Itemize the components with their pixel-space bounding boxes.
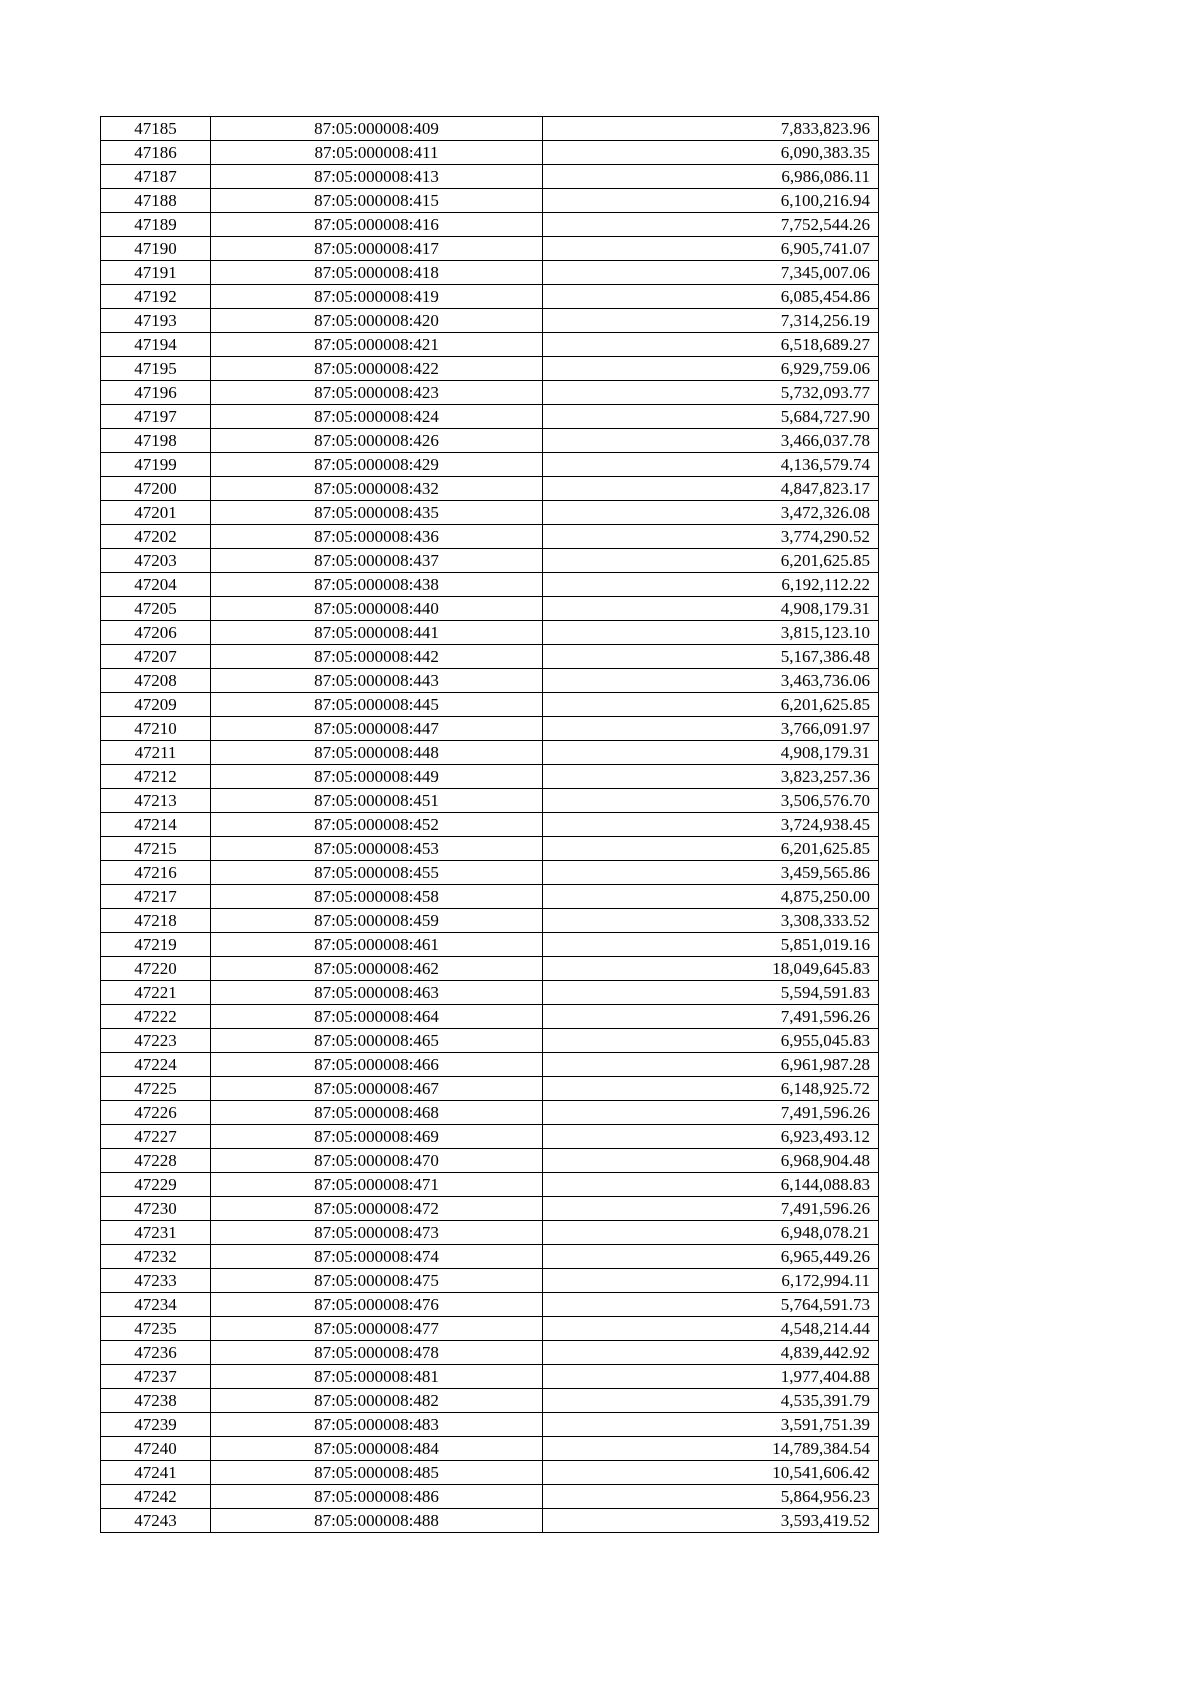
table-row [101, 669, 879, 693]
cadastral-value-cell: 5,764,591.73 [543, 1293, 879, 1317]
table-row [101, 981, 879, 1005]
cadastral-number-cell: 87:05:000008:420 [211, 309, 543, 333]
cadastral-value-cell: 4,136,579.74 [543, 453, 879, 477]
table-row [101, 573, 879, 597]
row-number-cell: 47229 [101, 1173, 211, 1197]
cadastral-number-cell: 87:05:000008:413 [211, 165, 543, 189]
row-number-cell: 47240 [101, 1437, 211, 1461]
cadastral-number-cell: 87:05:000008:481 [211, 1365, 543, 1389]
table-row [101, 453, 879, 477]
table-row [101, 1269, 879, 1293]
cadastral-value-cell: 5,684,727.90 [543, 405, 879, 429]
table-row [101, 741, 879, 765]
cadastral-value-cell: 1,977,404.88 [543, 1365, 879, 1389]
cadastral-number-cell: 87:05:000008:452 [211, 813, 543, 837]
row-number-cell: 47220 [101, 957, 211, 981]
cadastral-number-cell: 87:05:000008:473 [211, 1221, 543, 1245]
cadastral-value-cell: 6,090,383.35 [543, 141, 879, 165]
table-row [101, 645, 879, 669]
table-row [101, 381, 879, 405]
cadastral-number-cell: 87:05:000008:468 [211, 1101, 543, 1125]
table-row [101, 957, 879, 981]
cadastral-number-cell: 87:05:000008:436 [211, 525, 543, 549]
row-number-cell: 47185 [101, 117, 211, 141]
cadastral-value-cell: 6,100,216.94 [543, 189, 879, 213]
cadastral-number-cell: 87:05:000008:411 [211, 141, 543, 165]
row-number-cell: 47206 [101, 621, 211, 645]
row-number-cell: 47189 [101, 213, 211, 237]
cadastral-value-cell: 6,148,925.72 [543, 1077, 879, 1101]
table-row [101, 1245, 879, 1269]
row-number-cell: 47188 [101, 189, 211, 213]
cadastral-value-cell: 6,192,112.22 [543, 573, 879, 597]
row-number-cell: 47224 [101, 1053, 211, 1077]
table-row [101, 1077, 879, 1101]
table-row [101, 861, 879, 885]
row-number-cell: 47198 [101, 429, 211, 453]
cadastral-number-cell: 87:05:000008:472 [211, 1197, 543, 1221]
table-row [101, 1365, 879, 1389]
cadastral-value-cell: 7,491,596.26 [543, 1197, 879, 1221]
row-number-cell: 47236 [101, 1341, 211, 1365]
cadastral-value-cell: 7,752,544.26 [543, 213, 879, 237]
table-row [101, 1341, 879, 1365]
cadastral-value-cell: 6,144,088.83 [543, 1173, 879, 1197]
cadastral-value-cell: 4,847,823.17 [543, 477, 879, 501]
cadastral-value-cell: 5,732,093.77 [543, 381, 879, 405]
cadastral-value-cell: 14,789,384.54 [543, 1437, 879, 1461]
row-number-cell: 47242 [101, 1485, 211, 1509]
table-row [101, 1437, 879, 1461]
cadastral-number-cell: 87:05:000008:426 [211, 429, 543, 453]
cadastral-value-cell: 7,491,596.26 [543, 1101, 879, 1125]
cadastral-number-cell: 87:05:000008:459 [211, 909, 543, 933]
cadastral-number-cell: 87:05:000008:471 [211, 1173, 543, 1197]
row-number-cell: 47234 [101, 1293, 211, 1317]
row-number-cell: 47208 [101, 669, 211, 693]
table-row [101, 429, 879, 453]
table-row [101, 909, 879, 933]
cadastral-number-cell: 87:05:000008:467 [211, 1077, 543, 1101]
cadastral-value-cell: 6,905,741.07 [543, 237, 879, 261]
row-number-cell: 47243 [101, 1509, 211, 1533]
cadastral-number-cell: 87:05:000008:445 [211, 693, 543, 717]
cadastral-number-cell: 87:05:000008:475 [211, 1269, 543, 1293]
cadastral-number-cell: 87:05:000008:469 [211, 1125, 543, 1149]
row-number-cell: 47214 [101, 813, 211, 837]
cadastral-value-cell: 10,541,606.42 [543, 1461, 879, 1485]
cadastral-number-cell: 87:05:000008:465 [211, 1029, 543, 1053]
table-row [101, 597, 879, 621]
table-row [101, 1029, 879, 1053]
table-row [101, 333, 879, 357]
table-row [101, 1389, 879, 1413]
table-row [101, 717, 879, 741]
cadastral-number-cell: 87:05:000008:417 [211, 237, 543, 261]
row-number-cell: 47221 [101, 981, 211, 1005]
row-number-cell: 47230 [101, 1197, 211, 1221]
cadastral-number-cell: 87:05:000008:416 [211, 213, 543, 237]
row-number-cell: 47226 [101, 1101, 211, 1125]
cadastral-number-cell: 87:05:000008:464 [211, 1005, 543, 1029]
table-row [101, 1461, 879, 1485]
row-number-cell: 47204 [101, 573, 211, 597]
cadastral-number-cell: 87:05:000008:440 [211, 597, 543, 621]
cadastral-value-cell: 5,864,956.23 [543, 1485, 879, 1509]
cadastral-value-cell: 6,986,086.11 [543, 165, 879, 189]
cadastral-value-table [100, 116, 879, 1533]
row-number-cell: 47219 [101, 933, 211, 957]
table-row [101, 261, 879, 285]
cadastral-number-cell: 87:05:000008:415 [211, 189, 543, 213]
row-number-cell: 47213 [101, 789, 211, 813]
cadastral-value-cell: 5,167,386.48 [543, 645, 879, 669]
table-row [101, 357, 879, 381]
cadastral-value-table-container [100, 116, 879, 1533]
cadastral-value-cell: 6,201,625.85 [543, 549, 879, 573]
cadastral-number-cell: 87:05:000008:485 [211, 1461, 543, 1485]
table-row [101, 549, 879, 573]
cadastral-number-cell: 87:05:000008:449 [211, 765, 543, 789]
cadastral-value-cell: 3,591,751.39 [543, 1413, 879, 1437]
cadastral-number-cell: 87:05:000008:422 [211, 357, 543, 381]
table-row [101, 525, 879, 549]
cadastral-value-cell: 3,815,123.10 [543, 621, 879, 645]
row-number-cell: 47237 [101, 1365, 211, 1389]
cadastral-number-cell: 87:05:000008:421 [211, 333, 543, 357]
row-number-cell: 47192 [101, 285, 211, 309]
row-number-cell: 47232 [101, 1245, 211, 1269]
cadastral-number-cell: 87:05:000008:418 [211, 261, 543, 285]
cadastral-number-cell: 87:05:000008:476 [211, 1293, 543, 1317]
row-number-cell: 47233 [101, 1269, 211, 1293]
table-row [101, 1317, 879, 1341]
table-row [101, 189, 879, 213]
row-number-cell: 47209 [101, 693, 211, 717]
row-number-cell: 47227 [101, 1125, 211, 1149]
row-number-cell: 47212 [101, 765, 211, 789]
cadastral-number-cell: 87:05:000008:409 [211, 117, 543, 141]
cadastral-value-cell: 6,955,045.83 [543, 1029, 879, 1053]
row-number-cell: 47199 [101, 453, 211, 477]
table-row [101, 1413, 879, 1437]
row-number-cell: 47239 [101, 1413, 211, 1437]
table-row [101, 1149, 879, 1173]
cadastral-value-cell: 7,345,007.06 [543, 261, 879, 285]
table-row [101, 213, 879, 237]
row-number-cell: 47222 [101, 1005, 211, 1029]
cadastral-number-cell: 87:05:000008:447 [211, 717, 543, 741]
row-number-cell: 47203 [101, 549, 211, 573]
row-number-cell: 47217 [101, 885, 211, 909]
table-row [101, 141, 879, 165]
row-number-cell: 47207 [101, 645, 211, 669]
row-number-cell: 47196 [101, 381, 211, 405]
table-row [101, 1485, 879, 1509]
row-number-cell: 47218 [101, 909, 211, 933]
cadastral-value-cell: 3,463,736.06 [543, 669, 879, 693]
cadastral-value-cell: 3,766,091.97 [543, 717, 879, 741]
table-body [101, 117, 879, 1533]
cadastral-value-cell: 6,201,625.85 [543, 693, 879, 717]
cadastral-number-cell: 87:05:000008:448 [211, 741, 543, 765]
table-row [101, 621, 879, 645]
cadastral-number-cell: 87:05:000008:443 [211, 669, 543, 693]
table-row [101, 1101, 879, 1125]
table-row [101, 765, 879, 789]
row-number-cell: 47215 [101, 837, 211, 861]
cadastral-value-cell: 7,833,823.96 [543, 117, 879, 141]
cadastral-value-cell: 4,908,179.31 [543, 597, 879, 621]
cadastral-number-cell: 87:05:000008:488 [211, 1509, 543, 1533]
cadastral-value-cell: 4,839,442.92 [543, 1341, 879, 1365]
row-number-cell: 47201 [101, 501, 211, 525]
row-number-cell: 47238 [101, 1389, 211, 1413]
row-number-cell: 47211 [101, 741, 211, 765]
cadastral-value-cell: 5,594,591.83 [543, 981, 879, 1005]
table-row [101, 1221, 879, 1245]
cadastral-value-cell: 4,548,214.44 [543, 1317, 879, 1341]
cadastral-value-cell: 6,923,493.12 [543, 1125, 879, 1149]
table-row [101, 1005, 879, 1029]
cadastral-number-cell: 87:05:000008:451 [211, 789, 543, 813]
table-row [101, 165, 879, 189]
cadastral-value-cell: 6,965,449.26 [543, 1245, 879, 1269]
cadastral-value-cell: 6,172,994.11 [543, 1269, 879, 1293]
row-number-cell: 47194 [101, 333, 211, 357]
table-row [101, 837, 879, 861]
table-row [101, 501, 879, 525]
row-number-cell: 47190 [101, 237, 211, 261]
table-row [101, 237, 879, 261]
row-number-cell: 47202 [101, 525, 211, 549]
cadastral-number-cell: 87:05:000008:435 [211, 501, 543, 525]
cadastral-number-cell: 87:05:000008:478 [211, 1341, 543, 1365]
cadastral-value-cell: 7,491,596.26 [543, 1005, 879, 1029]
cadastral-value-cell: 5,851,019.16 [543, 933, 879, 957]
table-row [101, 1293, 879, 1317]
cadastral-number-cell: 87:05:000008:477 [211, 1317, 543, 1341]
table-row [101, 285, 879, 309]
row-number-cell: 47187 [101, 165, 211, 189]
cadastral-value-cell: 3,774,290.52 [543, 525, 879, 549]
cadastral-number-cell: 87:05:000008:453 [211, 837, 543, 861]
cadastral-number-cell: 87:05:000008:429 [211, 453, 543, 477]
cadastral-number-cell: 87:05:000008:482 [211, 1389, 543, 1413]
row-number-cell: 47231 [101, 1221, 211, 1245]
cadastral-number-cell: 87:05:000008:437 [211, 549, 543, 573]
cadastral-value-cell: 3,459,565.86 [543, 861, 879, 885]
cadastral-number-cell: 87:05:000008:474 [211, 1245, 543, 1269]
cadastral-value-cell: 3,823,257.36 [543, 765, 879, 789]
row-number-cell: 47241 [101, 1461, 211, 1485]
row-number-cell: 47200 [101, 477, 211, 501]
table-row [101, 813, 879, 837]
row-number-cell: 47223 [101, 1029, 211, 1053]
table-row [101, 477, 879, 501]
cadastral-value-cell: 18,049,645.83 [543, 957, 879, 981]
table-row [101, 885, 879, 909]
cadastral-number-cell: 87:05:000008:455 [211, 861, 543, 885]
table-row [101, 117, 879, 141]
row-number-cell: 47191 [101, 261, 211, 285]
cadastral-value-cell: 7,314,256.19 [543, 309, 879, 333]
cadastral-value-cell: 4,908,179.31 [543, 741, 879, 765]
cadastral-number-cell: 87:05:000008:484 [211, 1437, 543, 1461]
cadastral-number-cell: 87:05:000008:483 [211, 1413, 543, 1437]
cadastral-number-cell: 87:05:000008:461 [211, 933, 543, 957]
row-number-cell: 47210 [101, 717, 211, 741]
cadastral-value-cell: 6,085,454.86 [543, 285, 879, 309]
cadastral-number-cell: 87:05:000008:462 [211, 957, 543, 981]
row-number-cell: 47205 [101, 597, 211, 621]
table-row [101, 1125, 879, 1149]
cadastral-value-cell: 3,506,576.70 [543, 789, 879, 813]
cadastral-number-cell: 87:05:000008:463 [211, 981, 543, 1005]
cadastral-number-cell: 87:05:000008:441 [211, 621, 543, 645]
row-number-cell: 47197 [101, 405, 211, 429]
cadastral-value-cell: 6,968,904.48 [543, 1149, 879, 1173]
row-number-cell: 47235 [101, 1317, 211, 1341]
table-row [101, 933, 879, 957]
cadastral-value-cell: 6,961,987.28 [543, 1053, 879, 1077]
cadastral-number-cell: 87:05:000008:466 [211, 1053, 543, 1077]
cadastral-number-cell: 87:05:000008:438 [211, 573, 543, 597]
row-number-cell: 47193 [101, 309, 211, 333]
table-row [101, 309, 879, 333]
cadastral-value-cell: 6,518,689.27 [543, 333, 879, 357]
table-row [101, 693, 879, 717]
cadastral-number-cell: 87:05:000008:419 [211, 285, 543, 309]
row-number-cell: 47225 [101, 1077, 211, 1101]
cadastral-value-cell: 4,875,250.00 [543, 885, 879, 909]
cadastral-value-cell: 4,535,391.79 [543, 1389, 879, 1413]
cadastral-value-cell: 3,472,326.08 [543, 501, 879, 525]
cadastral-number-cell: 87:05:000008:442 [211, 645, 543, 669]
table-row [101, 789, 879, 813]
cadastral-number-cell: 87:05:000008:486 [211, 1485, 543, 1509]
row-number-cell: 47228 [101, 1149, 211, 1173]
cadastral-number-cell: 87:05:000008:423 [211, 381, 543, 405]
row-number-cell: 47195 [101, 357, 211, 381]
cadastral-value-cell: 3,308,333.52 [543, 909, 879, 933]
table-row [101, 405, 879, 429]
table-row [101, 1053, 879, 1077]
cadastral-value-cell: 6,948,078.21 [543, 1221, 879, 1245]
cadastral-number-cell: 87:05:000008:432 [211, 477, 543, 501]
table-row [101, 1197, 879, 1221]
cadastral-number-cell: 87:05:000008:424 [211, 405, 543, 429]
cadastral-number-cell: 87:05:000008:470 [211, 1149, 543, 1173]
cadastral-value-cell: 6,929,759.06 [543, 357, 879, 381]
cadastral-value-cell: 3,593,419.52 [543, 1509, 879, 1533]
cadastral-value-cell: 3,724,938.45 [543, 813, 879, 837]
cadastral-value-cell: 3,466,037.78 [543, 429, 879, 453]
table-row [101, 1509, 879, 1533]
row-number-cell: 47216 [101, 861, 211, 885]
row-number-cell: 47186 [101, 141, 211, 165]
cadastral-value-cell: 6,201,625.85 [543, 837, 879, 861]
table-row [101, 1173, 879, 1197]
cadastral-number-cell: 87:05:000008:458 [211, 885, 543, 909]
